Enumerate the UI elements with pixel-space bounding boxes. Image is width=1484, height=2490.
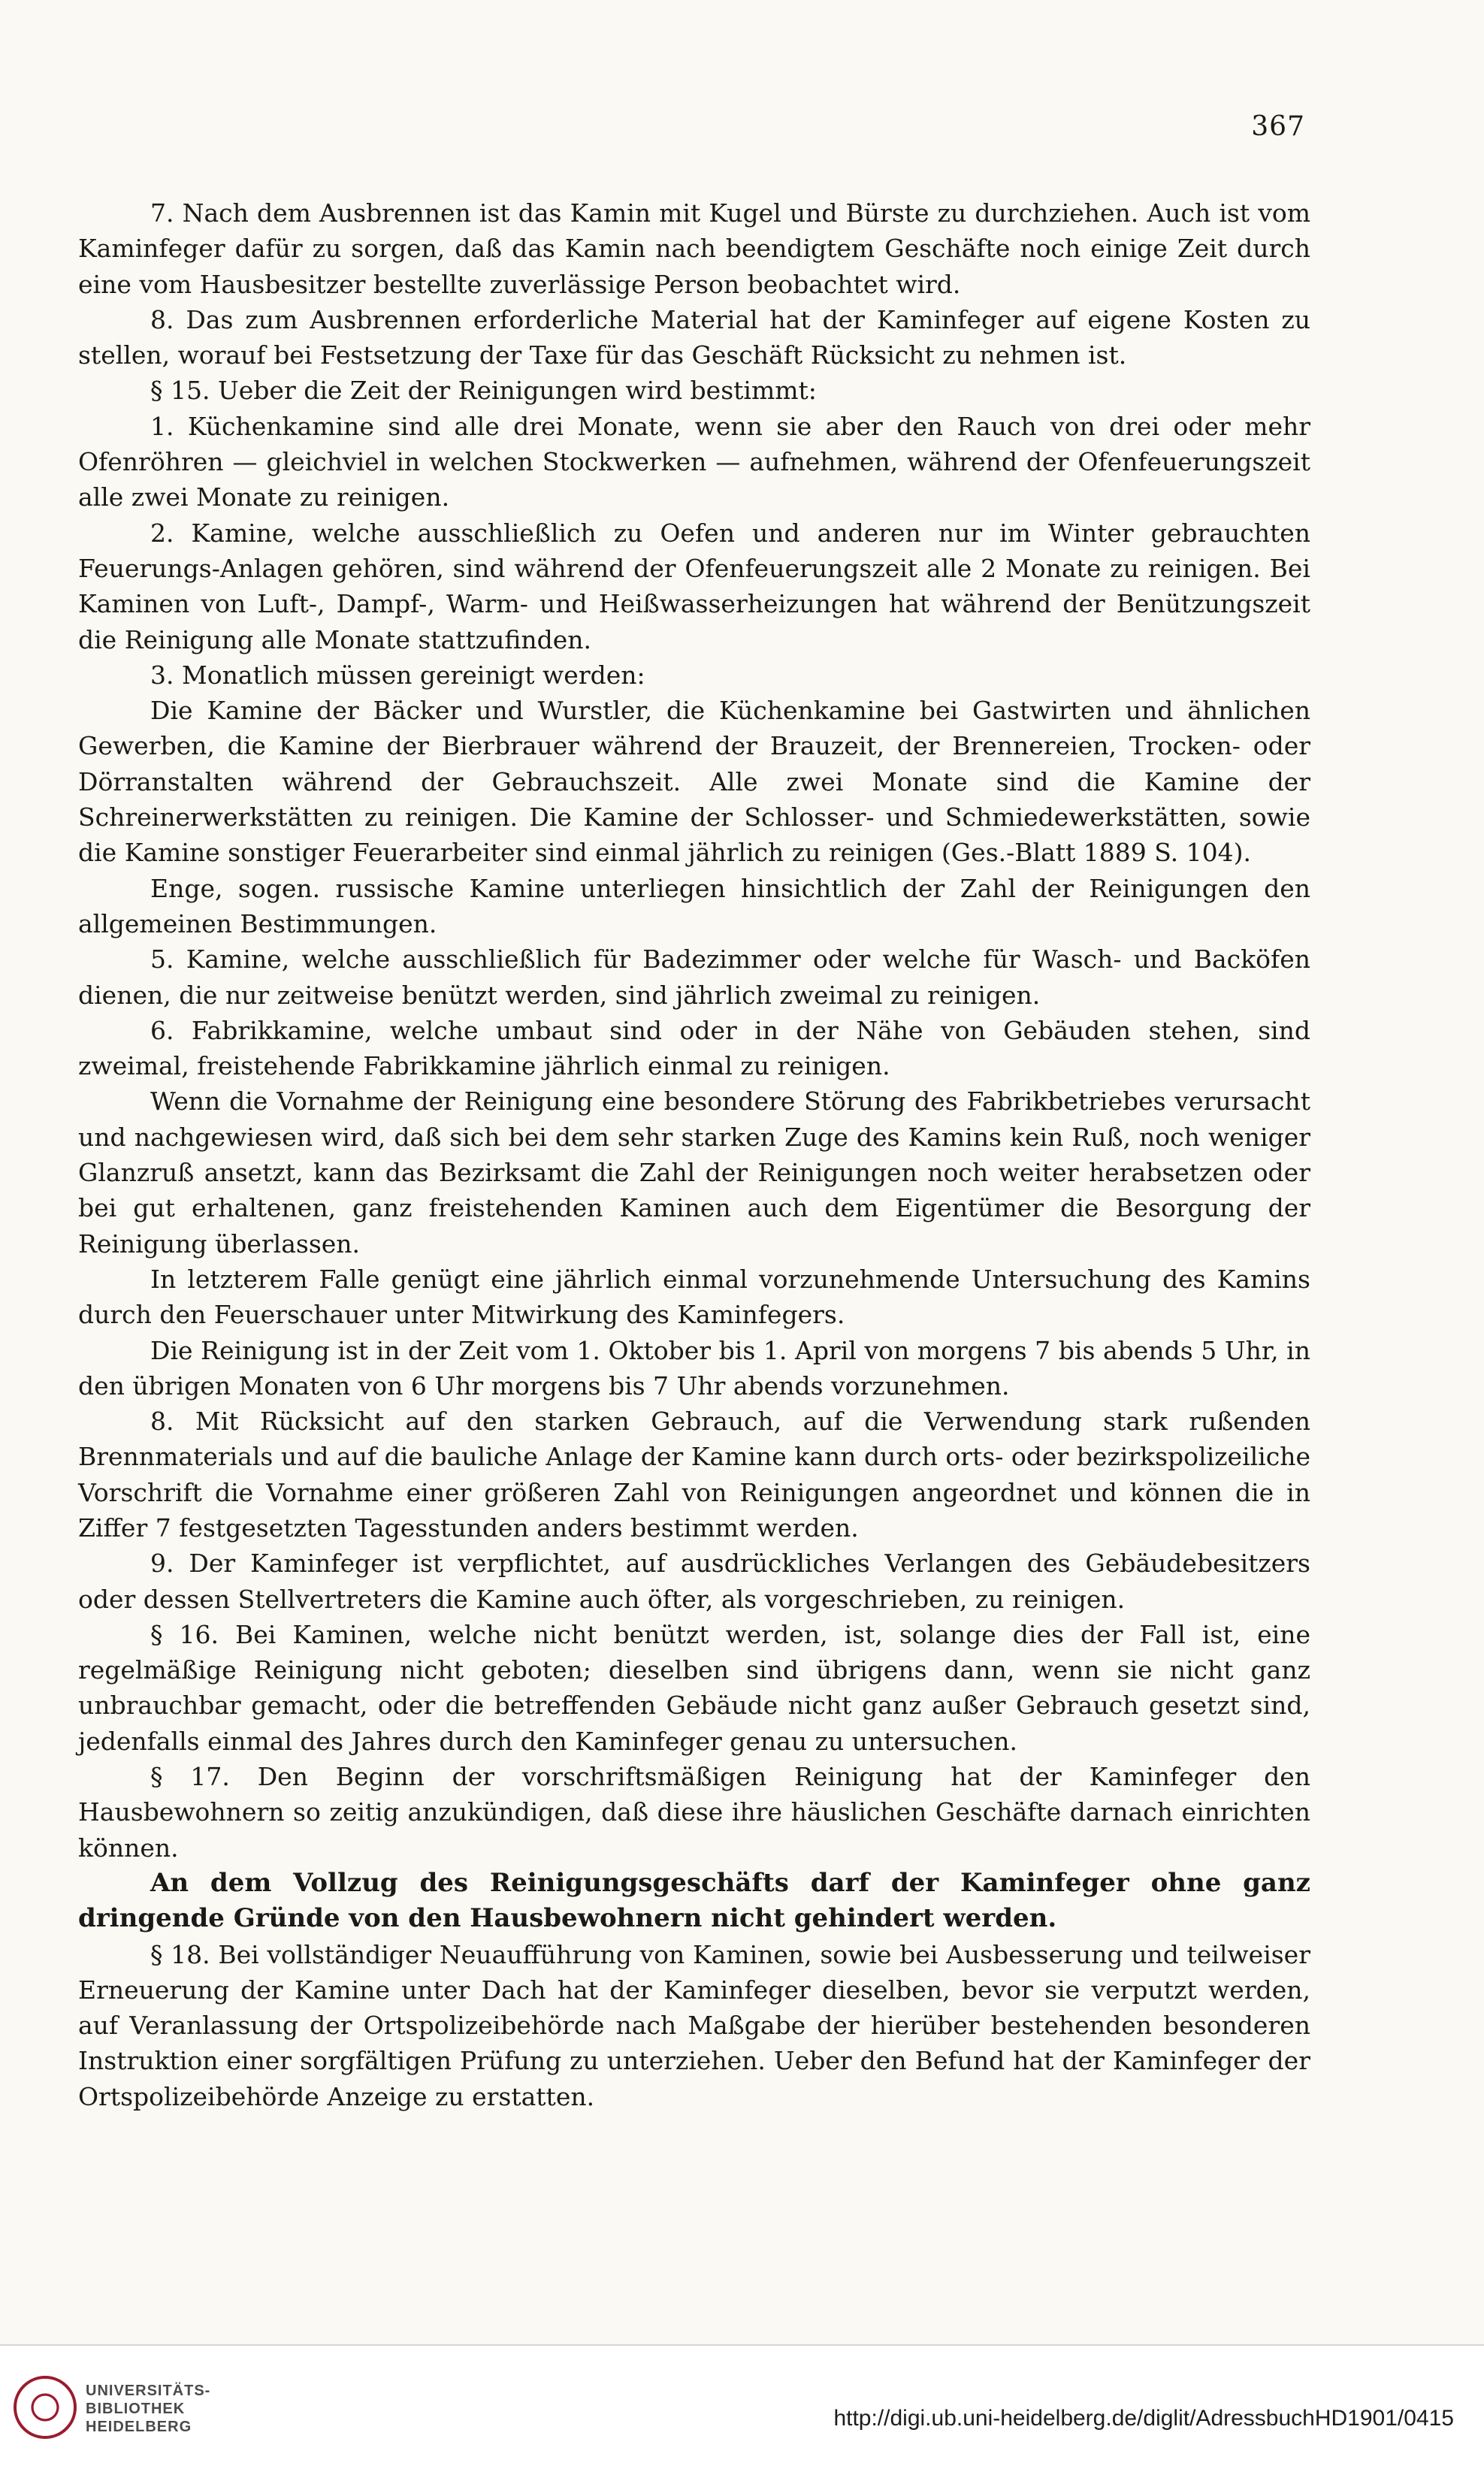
paragraph: 6. Fabrikkamine, welche umbaut sind oder in der Nähe von Gebäuden stehen, sind zweimal, freistehende Fabrikkamine jährlich einmal zu reinigen. — [78, 1015, 1310, 1081]
library-seal-icon — [14, 2376, 77, 2439]
paragraph: In letzterem Falle genügt eine jährlich einmal vorzunehmende Untersuchung des Kamins durch den Feuerschauer unter Mitwirkung des Kaminfegers. — [78, 1264, 1310, 1330]
paragraph: 3. Monatlich müssen gereinigt werden: — [150, 660, 645, 690]
library-logo[interactable] — [14, 2376, 329, 2458]
paragraph: 1. Küchenkamine sind alle drei Monate, wenn sie aber den Rauch von drei oder mehr Ofenröhren — gleichviel in welchen Stockwerken — aufnehmen, während der Ofenfeuerungszeit alle zwei Monate zu reinigen. — [78, 411, 1310, 512]
footer-bar — [0, 2344, 1484, 2490]
library-name-line: UNIVERSITÄTS- — [86, 2383, 211, 2399]
body-text — [78, 195, 1310, 2114]
library-name-line: BIBLIOTHEK — [86, 2401, 186, 2417]
paragraph: Die Reinigung ist in der Zeit vom 1. Oktober bis 1. April von morgens 7 bis abends 5 Uhr, in den übrigen Monaten von 6 Uhr morgens bis 7 Uhr abends vorzunehmen. — [78, 1335, 1310, 1401]
paragraph: 5. Kamine, welche ausschließlich für Badezimmer oder welche für Wasch- und Backöfen dienen, die nur zeitweise benützt werden, sind jährlich zweimal zu reinigen. — [78, 944, 1310, 1010]
paragraph: 8. Das zum Ausbrennen erforderliche Material hat der Kaminfeger auf eigene Kosten zu stellen, worauf bei Festsetzung der Taxe für das Geschäft Rücksicht zu nehmen ist. — [78, 304, 1310, 370]
paragraph: Enge, sogen. russische Kamine unterliegen hinsichtlich der Zahl der Reinigungen den allgemeinen Bestimmungen. — [78, 873, 1310, 938]
bold-paragraph: An dem Vollzug des Reinigungsgeschäfts darf der Kaminfeger ohne ganz dringende Gründe von den Hausbewohnern nicht gehindert werden. — [78, 1867, 1310, 1934]
paragraph: Die Kamine der Bäcker und Wurstler, die Küchenkamine bei Gastwirten und ähnlichen Gewerben, die Kamine der Bierbrauer während der Brauzeit, der Brennereien, Trocken- oder Dörranstalten während der Gebrauchszeit. Alle zwei Monate sind die Kamine der Schreinerwerkstätten zu reinigen. Die Kamine der Schlosser- und Schmiedewerkstätten, sowie die Kamine sonstiger Feuerarbeiter sind einmal jährlich zu reinigen (Ges.-Blatt 1889 S. 104). — [78, 696, 1310, 868]
paragraph: 7. Nach dem Ausbrennen ist das Kamin mit Kugel und Bürste zu durchziehen. Auch ist vom Kaminfeger dafür zu sorgen, daß das Kamin nach beendigtem Geschäfte noch einige Zeit durch eine vom Hausbesitzer bestellte zuverlässige Person beobachtet wird. — [78, 198, 1310, 299]
paragraph: 2. Kamine, welche ausschließlich zu Oefen und anderen nur im Winter gebrauchten Feuerungs-Anlagen gehören, sind während der Ofenfeuerungszeit alle 2 Monate zu reinigen. Bei Kaminen von Luft-, Dampf-, Warm- und Heißwasserheizungen hat während der Benützungszeit die Reinigung alle Monate stattzufinden. — [78, 518, 1310, 654]
library-name-line: HEIDELBERG — [86, 2419, 192, 2435]
source-url[interactable]: http://digi.ub.uni-heidelberg.de/diglit/AdressbuchHD1901/0415 — [833, 2406, 1454, 2431]
paragraph: § 15. Ueber die Zeit der Reinigungen wird bestimmt: — [150, 376, 817, 406]
page-number: 367 — [1251, 111, 1305, 142]
paragraph: 9. Der Kaminfeger ist verpflichtet, auf ausdrückliches Verlangen des Gebäudebesitzers oder dessen Stellvertreters die Kamine auch öfter, als vorgeschrieben, zu reinigen. — [78, 1549, 1310, 1614]
paragraph: § 16. Bei Kaminen, welche nicht benützt werden, ist, solange dies der Fall ist, eine regelmäßige Reinigung nicht geboten; dieselben sind übrigens dann, wenn sie nicht ganz unbrauchbar gemacht, oder die betreffenden Gebäude nicht ganz außer Gebrauch gesetzt sind, jedenfalls einmal des Jahres durch den Kaminfeger genau zu untersuchen. — [78, 1619, 1310, 1756]
paragraph: Wenn die Vornahme der Reinigung eine besondere Störung des Fabrikbetriebes verursacht und nachgewiesen wird, daß sich bei dem sehr starken Zuge des Kamins kein Ruß, noch weniger Glanzruß ansetzt, kann das Bezirksamt die Zahl der Reinigungen noch weiter herabsetzen oder bei gut erhaltenen, ganz freistehenden Kaminen auch dem Eigentümer die Besorgung der Reinigung überlassen. — [78, 1086, 1310, 1259]
paragraph: § 18. Bei vollständiger Neuaufführung von Kaminen, sowie bei Ausbesserung und teilweiser Erneuerung der Kamine unter Dach hat der Kaminfeger dieselben, bevor sie verputzt werden, auf Veranlassung der Ortspolizeibehörde nach Maßgabe der hierüber bestehenden besonderen Instruktion einer sorgfältigen Prüfung zu unterziehen. Ueber den Befund hat der Kaminfeger der Ortspolizeibehörde Anzeige zu erstatten. — [78, 1939, 1310, 2111]
library-name — [86, 2382, 210, 2436]
paragraph: 8. Mit Rücksicht auf den starken Gebrauch, auf die Verwendung stark rußenden Brennmaterials und auf die bauliche Anlage der Kamine kann durch orts- oder bezirkspolizeiliche Vorschrift die Vornahme einer größeren Zahl von Reinigungen angeordnet und können die in Ziffer 7 festgesetzten Tagesstunden anders bestimmt werden. — [78, 1407, 1310, 1543]
paragraph: § 17. Den Beginn der vorschriftsmäßigen Reinigung hat der Kaminfeger den Hausbewohnern so zeitig anzukündigen, daß diese ihre häuslichen Geschäfte darnach einrichten können. — [78, 1762, 1310, 1863]
